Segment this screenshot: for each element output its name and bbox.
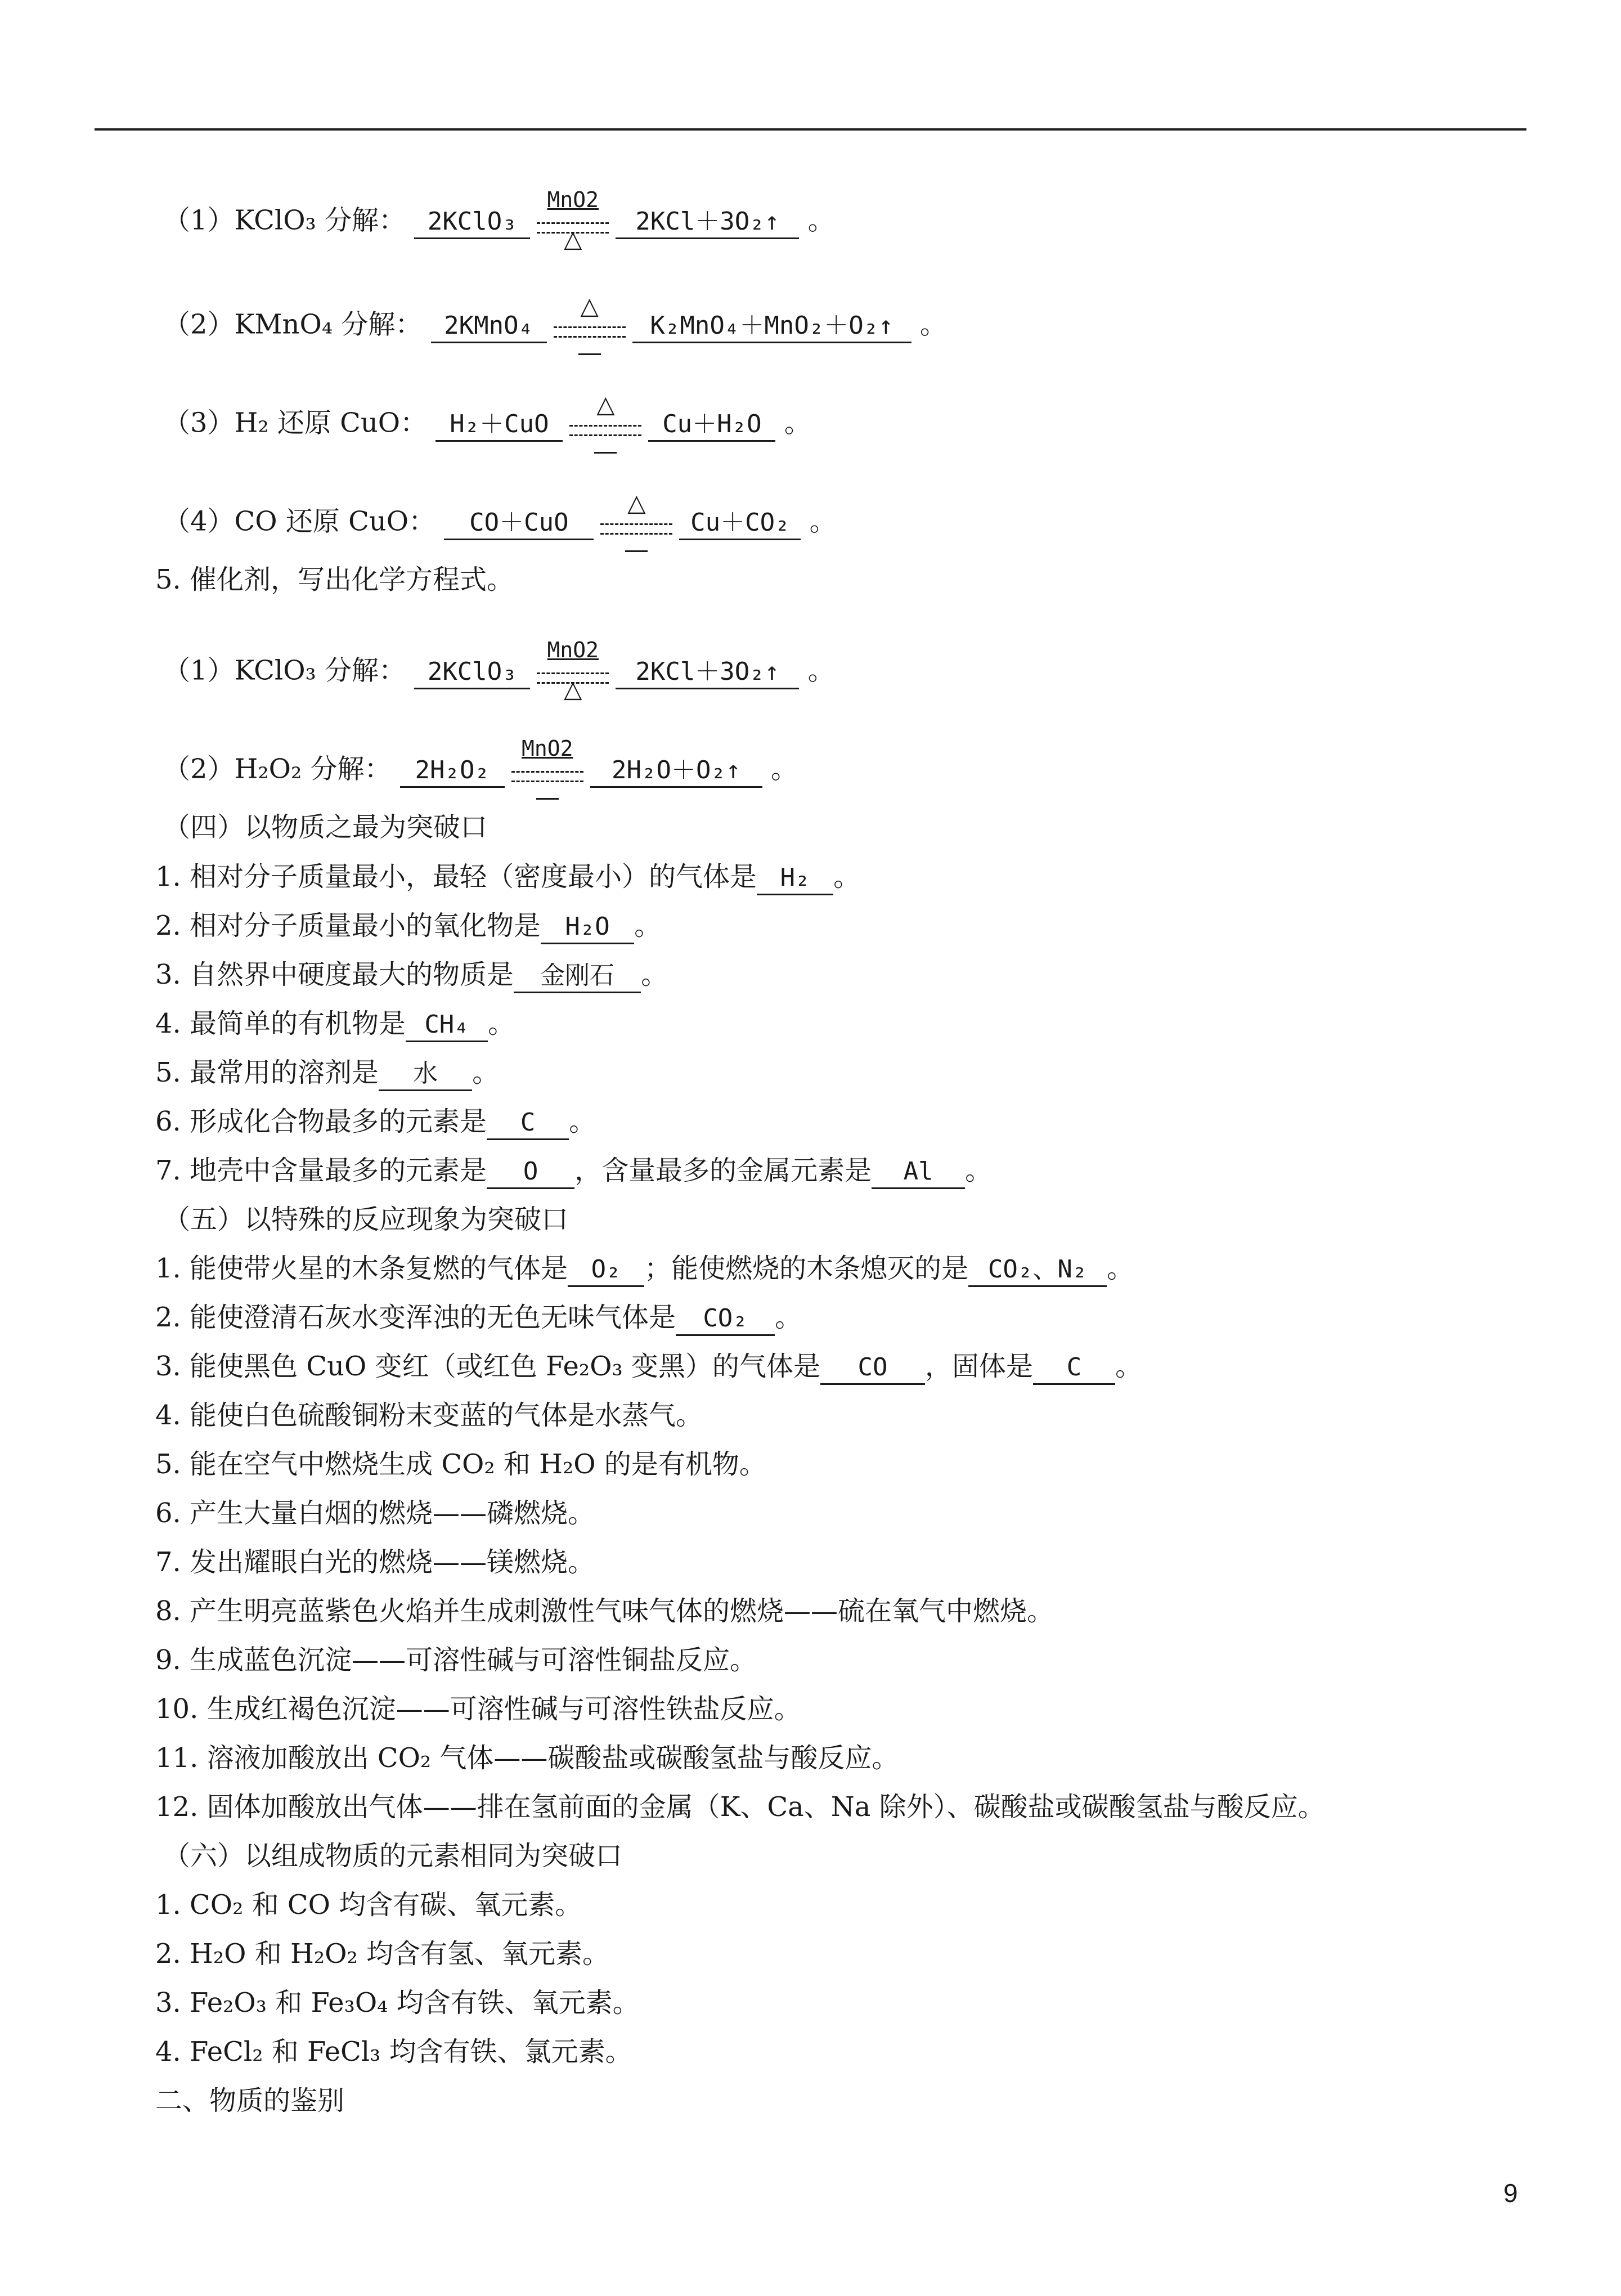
list-item <box>155 1349 1142 1385</box>
list-item <box>155 1056 499 1091</box>
reaction-right: K₂MnO₄＋MnO₂＋O₂↑ <box>632 310 911 343</box>
punct: 。 <box>784 407 811 439</box>
punct: 。 <box>472 1057 500 1088</box>
item-text: ，固体是 <box>925 1351 1034 1382</box>
punct: 。 <box>771 753 798 785</box>
punct: 。 <box>833 861 861 893</box>
punct: 。 <box>775 1302 802 1333</box>
item-text: 6. 形成化合物最多的元素是 <box>155 1106 487 1137</box>
punct: 。 <box>1115 1351 1143 1382</box>
answer-blank: CO <box>820 1352 925 1385</box>
punct: 。 <box>488 1008 515 1039</box>
reaction-right: Cu＋H₂O <box>648 409 775 442</box>
condition-underline <box>625 550 648 552</box>
reaction-line <box>163 293 947 360</box>
reaction-line <box>163 189 835 256</box>
reaction-left: CO＋CuO <box>444 507 594 540</box>
reaction-left: 2H₂O₂ <box>400 755 505 788</box>
item-text: 2. 能使澄清石灰水变浑浊的无色无味气体是 <box>155 1302 676 1333</box>
condition-top: MnO2 <box>547 187 599 212</box>
answer-blank: C <box>1033 1352 1115 1385</box>
item-text: 1. 能使带火星的木条复燃的气体是 <box>155 1253 568 1284</box>
list-item: 12. 固体加酸放出气体——排在氢前面的金属（K、Ca、Na 除外）、碳酸盐或碳酸氢盐与酸反应。 <box>155 1791 1325 1823</box>
answer-blank: H₂O <box>541 911 634 944</box>
reaction-right: 2KCl＋3O₂↑ <box>616 656 799 689</box>
reaction-condition <box>533 639 612 706</box>
condition-top: MnO2 <box>547 638 599 662</box>
punct: 。 <box>809 505 837 537</box>
reaction-prefix: （1）KClO₃ 分解： <box>163 204 406 236</box>
reaction-condition <box>508 737 587 805</box>
list-item: 10. 生成红褐色沉淀——可溶性碱与可溶性铁盐反应。 <box>155 1693 801 1725</box>
item-text: 3. 自然界中硬度最大的物质是 <box>155 959 514 990</box>
list-item: 5. 能在空气中燃烧生成 CO₂ 和 H₂O 的是有机物。 <box>155 1449 766 1480</box>
list-item <box>155 1105 596 1140</box>
list-item: 4. FeCl₂ 和 FeCl₃ 均含有铁、氯元素。 <box>155 2036 632 2068</box>
answer-blank: CO₂ <box>676 1303 775 1336</box>
list-item: 11. 溶液加酸放出 CO₂ 气体——碳酸盐或碳酸氢盐与酸反应。 <box>155 1742 899 1774</box>
item-text: ；能使燃烧的木条熄灭的是 <box>644 1253 969 1284</box>
punct: 。 <box>569 1106 596 1137</box>
list-item: 6. 产生大量白烟的燃烧——磷燃烧。 <box>155 1497 595 1529</box>
item-text: 7. 地壳中含量最多的元素是 <box>155 1155 487 1186</box>
list-item: 2. H₂O 和 H₂O₂ 均含有氢、氧元素。 <box>155 1938 609 1970</box>
punct: 。 <box>634 910 662 941</box>
list-item <box>155 1301 802 1336</box>
item-text: 2. 相对分子质量最小的氧化物是 <box>155 910 541 941</box>
list-item <box>155 958 668 993</box>
reaction-line <box>163 639 835 706</box>
reaction-condition <box>533 189 612 256</box>
equals-sign <box>569 425 641 436</box>
item-text: 3. 能使黑色 CuO 变红（或红色 Fe₂O₃ 变黑）的气体是 <box>155 1351 821 1382</box>
reaction-right: 2H₂O＋O₂↑ <box>590 755 762 788</box>
list-item <box>155 1252 1134 1287</box>
condition-underline <box>594 452 617 454</box>
reaction-condition <box>566 391 645 459</box>
reaction-left: 2KClO₃ <box>414 656 530 689</box>
reaction-prefix: （3）H₂ 还原 CuO： <box>163 407 428 439</box>
item-text: 1. 相对分子质量最小，最轻（密度最小）的气体是 <box>155 861 757 893</box>
reaction-left: 2KMnO₄ <box>431 310 547 343</box>
list-item: 9. 生成蓝色沉淀——可溶性碱与可溶性铜盐反应。 <box>155 1644 757 1676</box>
punct: 。 <box>1107 1253 1134 1284</box>
reaction-prefix: （2）H₂O₂ 分解： <box>163 753 392 785</box>
condition-bottom: △ <box>564 675 582 703</box>
list-item <box>155 1154 992 1189</box>
list-item: 3. Fe₂O₃ 和 Fe₃O₄ 均含有铁、氧元素。 <box>155 1987 640 2019</box>
equals-sign <box>600 523 672 535</box>
section-title: （六）以组成物质的元素相同为突破口 <box>163 1840 623 1872</box>
section-title: （四）以物质之最为突破口 <box>163 811 488 843</box>
punct: 。 <box>807 654 835 687</box>
item-text: ，含量最多的金属元素是 <box>574 1155 872 1186</box>
reaction-prefix: （2）KMnO₄ 分解： <box>163 308 423 340</box>
answer-blank: 金刚石 <box>514 960 641 993</box>
list-item: 8. 产生明亮蓝紫色火焰并生成刺激性气味气体的燃烧——硫在氧气中燃烧。 <box>155 1595 1054 1627</box>
list-item <box>155 909 661 944</box>
reaction-prefix: （1）KClO₃ 分解： <box>163 654 406 687</box>
reaction-left: 2KClO₃ <box>414 206 530 239</box>
catalyst-heading: 5. 催化剂，写出化学方程式。 <box>155 564 514 595</box>
condition-underline <box>536 798 559 800</box>
punct: 。 <box>807 204 835 236</box>
answer-blank: H₂ <box>757 862 833 895</box>
reaction-condition <box>550 293 629 360</box>
condition-top: △ <box>596 391 615 418</box>
answer-blank: O <box>487 1156 574 1189</box>
answer-blank: C <box>487 1107 569 1140</box>
reaction-line <box>163 737 798 805</box>
reaction-left: H₂＋CuO <box>435 409 563 442</box>
condition-underline <box>578 353 601 355</box>
page-number: 9 <box>1503 2178 1518 2208</box>
header-rule <box>95 128 1526 131</box>
punct: 。 <box>965 1155 993 1186</box>
item-text: 4. 最简单的有机物是 <box>155 1008 406 1039</box>
reaction-prefix: （4）CO 还原 CuO： <box>163 505 436 537</box>
list-item: 1. CO₂ 和 CO 均含有碳、氧元素。 <box>155 1889 582 1921</box>
reaction-condition <box>597 490 676 557</box>
reaction-line <box>163 490 837 557</box>
list-item <box>155 860 860 895</box>
reaction-line <box>163 391 811 459</box>
section-title: （五）以特殊的反应现象为突破口 <box>163 1204 569 1235</box>
list-item: 4. 能使白色硫酸铜粉末变蓝的气体是水蒸气。 <box>155 1400 703 1431</box>
item-text: 5. 最常用的溶剂是 <box>155 1057 379 1088</box>
condition-bottom: △ <box>564 225 582 253</box>
answer-blank: CH₄ <box>406 1009 488 1042</box>
equals-sign <box>554 326 626 338</box>
answer-blank: 水 <box>379 1058 472 1091</box>
answer-blank: CO₂、N₂ <box>968 1254 1107 1287</box>
answer-blank: Al <box>872 1156 965 1189</box>
condition-top: △ <box>580 292 599 320</box>
punct: 。 <box>919 308 947 340</box>
list-item <box>155 1007 515 1042</box>
section-title: 二、物质的鉴别 <box>155 2085 345 2116</box>
condition-top: MnO2 <box>522 736 573 761</box>
condition-top: △ <box>627 489 646 517</box>
equals-sign <box>511 771 583 782</box>
list-item: 7. 发出耀眼白光的燃烧——镁燃烧。 <box>155 1546 595 1578</box>
reaction-right: Cu＋CO₂ <box>679 507 801 540</box>
punct: 。 <box>641 959 668 990</box>
answer-blank: O₂ <box>568 1254 644 1287</box>
reaction-right: 2KCl＋3O₂↑ <box>616 206 799 239</box>
